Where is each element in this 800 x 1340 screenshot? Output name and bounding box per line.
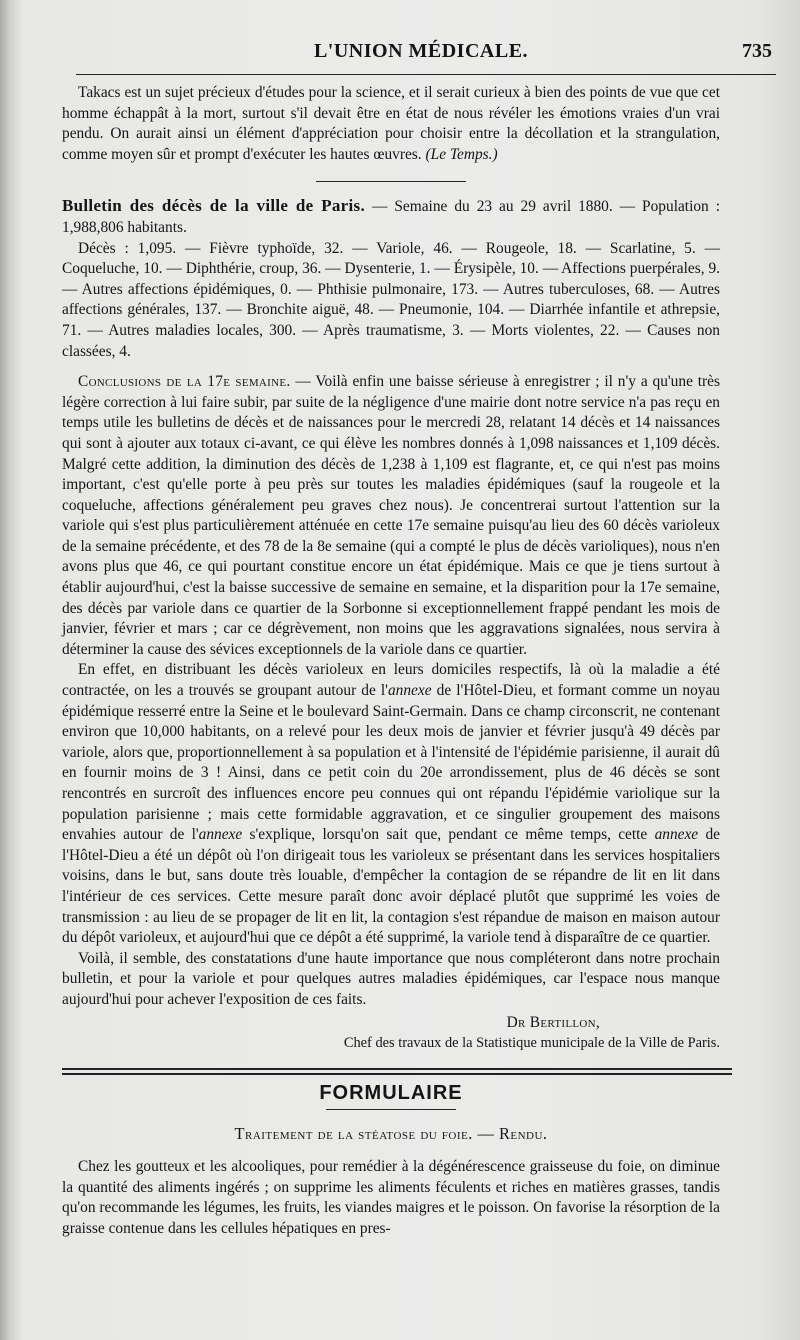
running-title: L'UNION MÉDICALE. xyxy=(313,40,529,62)
intro-paragraph xyxy=(62,83,720,165)
double-rule xyxy=(62,1068,732,1075)
formulaire-title: FORMULAIRE xyxy=(319,1081,463,1104)
signature-role: Chef des travaux de la Statistique municipale de la Ville de Paris. xyxy=(343,1035,720,1052)
paragraph-annexe-part-1: En effet, en distribuant les décès varioleux en leurs domiciles respectifs, là où la maladie a été contractée, on les a trouvés se groupant autour de l' xyxy=(62,661,720,700)
paragraph-annexe xyxy=(62,660,720,948)
annexe-term: annexe xyxy=(387,682,432,700)
article-body xyxy=(62,83,720,1239)
closing-paragraph: Voilà, il semble, des constatations d'une haute importance que nous compléteront dans notre prochain bulletin, et pour la variole et pour quelques autres maladies épidémiques, car l'espace nous manque aujourd'hui pour achever l'exposition de ces faits. xyxy=(62,949,720,1008)
annexe-term: annexe xyxy=(654,826,699,844)
formulaire-rule xyxy=(326,1109,456,1110)
bulletin-week: — Semaine du 23 au 29 avril 1880. — Population : 1,988,806 habitants. xyxy=(62,198,720,236)
intro-text: Takacs est un sujet précieux d'études pour la science, et il serait curieux à bien des points de vue que cet homme échappât à la mort, surtout s'il devait être en état de nous révéler les émotions vraies d'un vrai pendu. On aurait ainsi un élément d'appréciation pour choisir entre la décollation et la strangulation, comme moyen sûr et prompt d'exécuter les hautes œuvres. xyxy=(62,84,720,163)
bulletin-heading xyxy=(62,196,720,238)
paragraph-annexe-part-2: de l'Hôtel-Dieu, et formant comme un noyau épidémique resserré entre la Seine et le boulevard Saint-Germain. Dans ce champ circonscrit, ne contenant environ que 10,000 habitants, on a relevé pour les deux mois de janvier et février jusqu'à 49 décès par variole, alors que, proportionnellement à sa population et à l'intensité de l'épidémie parisienne, il aurait dû en fournir moins de 3 ! Ainsi, dans ce petit coin du 20e arrondissement, plus de 46 décès se sont rencontrés en surcroît des influences encore peu connues qui ont répandu l'épidémie variolique sur la population parisienne ; mais cette formidable aggravation, et ce singulier groupement des maisons envahies autour de l' xyxy=(62,682,721,844)
page-number: 735 xyxy=(742,40,772,62)
bulletin-title: Bulletin des décès de la ville de Paris. xyxy=(62,196,366,216)
deaths-list: Décès : 1,095. — Fièvre typhoïde, 32. — Variole, 46. — Rougeole, 18. — Scarlatine, 5. — Coqueluche, 10. — Diphthérie, croup, 36. — Dysenterie, 1. — Érysipèle, 10. — Affections puerpérales, 9. — Autres affections épidémiques, 0. — Phthisie pulmonaire, 173. — Autres tuberculoses, 68. — Autres affections générales, 137. — Bronchite aiguë, 48. — Pneumonie, 104. — Diarrhée infantile et athrepsie, 71. — Autres maladies locales, 300. — Après traumatisme, 3. — Morts violentes, 22. — Causes non classées, 4. xyxy=(62,239,720,360)
header-rule xyxy=(76,74,776,75)
paragraph-annexe-part-4: de l'Hôtel-Dieu a été un dépôt où l'on dirigeait tous les varioleux se présentant dans les services hospitaliers voisins, dans le but, sans doute très louable, d'empêcher la contagion de se répandre de lit en lit dans l'intérieur de ces services. Cette mesure paraît donc avoir déplacé plutôt que supprimé les voies de transmission : au lieu de se propager de lit en lit, la contagion s'est répandue de maison en maison autour du dépôt varioleux, et aujourd'hui que ce dépôt a été supprimé, la variole tend à disparaître de ce quartier. xyxy=(62,826,720,947)
signature-name: Dr Bertillon, xyxy=(506,1013,600,1031)
formulaire-paragraph: Chez les goutteux et les alcooliques, pour remédier à la dégénérescence graisseuse du foie, on diminue la quantité des aliments ingérés ; on supprime les aliments féculents et riches en matières grasses, tandis qu'on recommande les légumes, les fruits, les viandes maigres et le poisson. On favorise la résorption de la graisse contenue dans les cellules hépatiques en pres- xyxy=(62,1157,720,1237)
conclusions-paragraph xyxy=(62,372,720,660)
section-divider xyxy=(316,181,466,182)
signature-block xyxy=(62,1013,720,1054)
conclusions-label: Conclusions de la 17e semaine. xyxy=(78,373,291,391)
formulaire-subtitle: Traitement de la stéatose du foie. — Rendu. xyxy=(234,1124,548,1144)
paragraph-annexe-part-3: s'explique, lorsqu'on sait que, pendant ce même temps, cette xyxy=(242,826,655,844)
annexe-term: annexe xyxy=(198,826,243,844)
conclusions-text: — Voilà enfin une baisse sérieuse à enregistrer ; il n'y a qu'une très légère correction à lui faire subir, par suite de la négligence d'une mairie dont notre service n'a pas reçu en temps utile les bulletins de décès et de naissances pour le mercredi 28, relatant 14 décès et 14 naissances qui sont à ajouter aux totaux ci-avant, ce qui élève les nombres donnés à 1,098 naissances et 1,109 décès. Malgré cette addition, la diminution des décès de 1,238 à 1,109 est flagrante, et, ce qui n'est pas moins important, c'est qu'elle porte à peu près sur toutes les maladies épidémiques (sauf la rougeole et la coqueluche, affections généralement peu graves chez nous). Je concentrerai surtout l'attention sur la variole qui s'est plus particulièrement atténuée en cette 17e semaine puisqu'au lieu des 60 décès varioleux de la semaine précédente, et des 78 de la 8e semaine (qui a compté le plus de décès varioliques), nous n'en avons plus que 46, ce qui pourtant constitue encore un état épidémique. Mais ce que je tiens surtout à établir aujourd'hui, c'est la baisse successive de semaine en semaine, et la disparition pour la 17e semaine, des décès par variole dans ce quartier de la Sorbonne si exceptionnellement frappé pendant les mois de janvier, février et mars ; car ce dégrèvement, non moins que les aggravations signalées, nous servira à déterminer la cause des sévices exceptionnels de la variole dans ce quartier. xyxy=(62,373,720,658)
intro-source: (Le Temps.) xyxy=(425,145,498,163)
page-header xyxy=(62,40,780,70)
